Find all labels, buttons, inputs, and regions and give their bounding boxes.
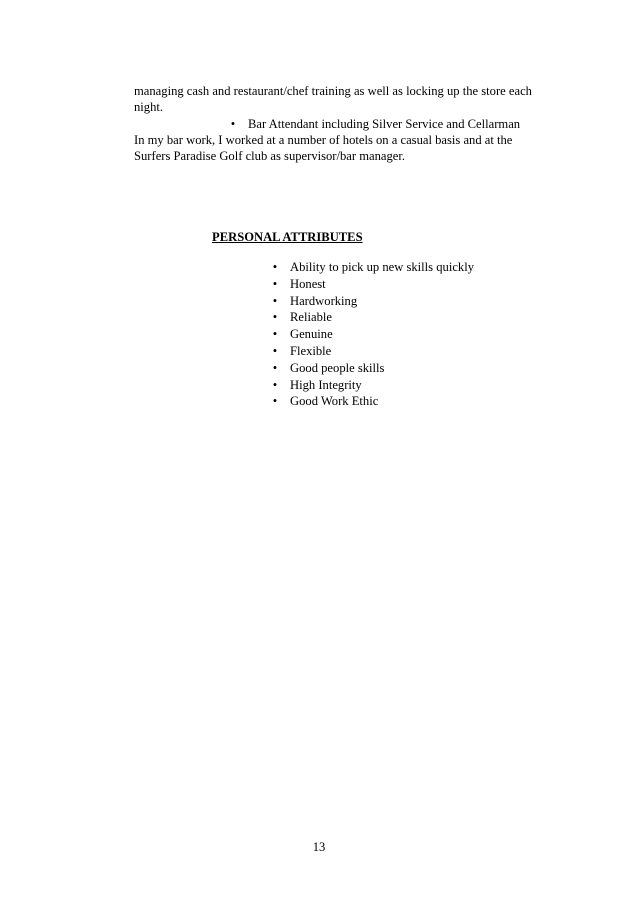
bullet-icon: • [230, 117, 236, 131]
bullet-icon: • [272, 360, 278, 375]
list-item-text: Good Work Ethic [290, 394, 379, 409]
page-number: 13 [312, 840, 326, 854]
list-item-text: Good people skills [290, 360, 385, 375]
list-item-text: Honest [290, 276, 326, 291]
section-heading-personal-attributes: PERSONAL ATTRIBUTES [212, 230, 363, 244]
bullet-icon: • [272, 377, 278, 392]
list-item-text: Bar Attendant including Silver Service and Cellarman [248, 117, 521, 131]
bullet-icon: • [272, 394, 278, 409]
list-item-text: Reliable [290, 310, 332, 325]
bullet-icon: • [272, 260, 278, 274]
bullet-icon: • [272, 327, 278, 342]
list-item-text: Hardworking [290, 293, 358, 308]
list-item-text: High Integrity [290, 377, 362, 392]
bullet-icon: • [272, 293, 278, 308]
bullet-icon: • [272, 310, 278, 325]
bullet-icon: • [272, 343, 278, 358]
body-line-3: In my bar work, I worked at a number of hotels on a casual basis and at the [134, 133, 513, 147]
bullet-icon: • [272, 276, 278, 291]
list-item-text: Flexible [290, 343, 332, 358]
list-item-text: Genuine [290, 327, 333, 342]
body-line-4: Surfers Paradise Golf club as supervisor/bar manager. [134, 149, 406, 163]
body-line-1: managing cash and restaurant/chef training as well as locking up the store each [134, 84, 532, 98]
body-line-2: night. [134, 100, 164, 114]
list-item-text: Ability to pick up new skills quickly [290, 260, 474, 274]
